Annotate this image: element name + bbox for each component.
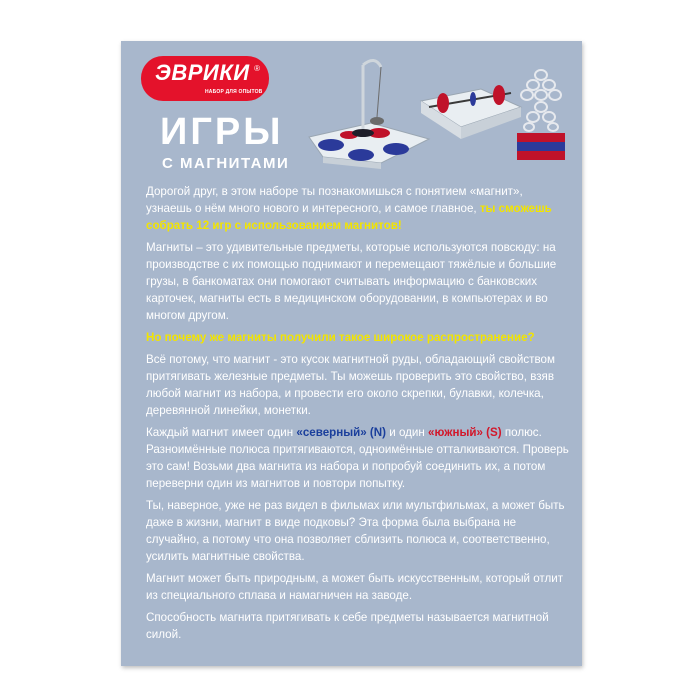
- rail-toy-image: [421, 85, 521, 139]
- poles-text-3: полюс. Разноимённые полюса притягиваются, одноимённые отталкиваются. Проверь это сам! Возьми два магнита из набора и попробуй соединить их, а потом переверни один из магнитов и повтори попытку.: [146, 426, 569, 490]
- paragraph-horseshoe: Ты, наверное, уже не раз видел в фильмах или мультфильмах, а может быть даже в жизни, магнит в виде подковы? Эта форма была выбрана не случайно, а потому что она позволяет сблизить полюса и, соответственно, усилить магнитные свойства.: [146, 499, 565, 563]
- logo-name: ЭВРИКИ: [155, 60, 250, 85]
- south-pole-label: «южный» (S): [428, 426, 502, 439]
- pendulum-toy-image: [309, 60, 429, 169]
- intro-highlight: ты сможешь собрать 12 игр с использованием магнитов!: [146, 202, 552, 232]
- paragraph-explanation: Всё потому, что магнит - это кусок магнитной руды, обладающий свойством притягивать железные предметы. Ты можешь проверить это свойство, взяв любой магнит из набора, и провести его около скрепки, булавки, колечка, деревянной линейки, монетки.: [146, 353, 555, 417]
- logo-subtitle: НАБОР ДЛЯ ОПЫТОВ: [205, 89, 263, 95]
- paragraph-intro: [146, 183, 571, 234]
- paragraph-poles: [146, 424, 571, 492]
- poles-text-1: Каждый магнит имеет один: [146, 426, 294, 439]
- body-text: [146, 183, 571, 648]
- booklet-page: [121, 41, 582, 666]
- paragraph-force: Способность магнита притягивать к себе предметы называется магнитной силой.: [146, 611, 549, 641]
- brand-logo: [141, 56, 269, 101]
- intro-text: Дорогой друг, в этом наборе ты познакомишься с понятием «магнит», узнаешь о нём много нового и интересного, и самое главное,: [146, 185, 523, 215]
- north-pole-label: «северный» (N): [296, 426, 387, 439]
- paragraph-natural: Магнит может быть природным, а может быть искусственным, который отлит из специального сплава и намагничен на заводе.: [146, 572, 564, 602]
- poles-text-2: и один: [389, 426, 425, 439]
- logo-reg: ®: [254, 64, 260, 73]
- question-highlight: Но почему же магниты получили такое широкое распространение?: [146, 331, 535, 344]
- paragraph-usage: Магниты – это удивительные предметы, которые используются повсюду: на производстве с их помощью поднимают и перемещают тяжёлые и большие грузы, в банкоматах они помогают считывать информацию с банковских карточек, магниты есть в медицинском оборудовании, в компьютерах и во многом другом.: [146, 241, 557, 322]
- title-sub: С МАГНИТАМИ: [162, 155, 290, 172]
- magnet-games-illustration: [301, 45, 571, 171]
- paperclip-figure-image: [517, 70, 565, 160]
- title-main: ИГРЫ: [160, 111, 284, 153]
